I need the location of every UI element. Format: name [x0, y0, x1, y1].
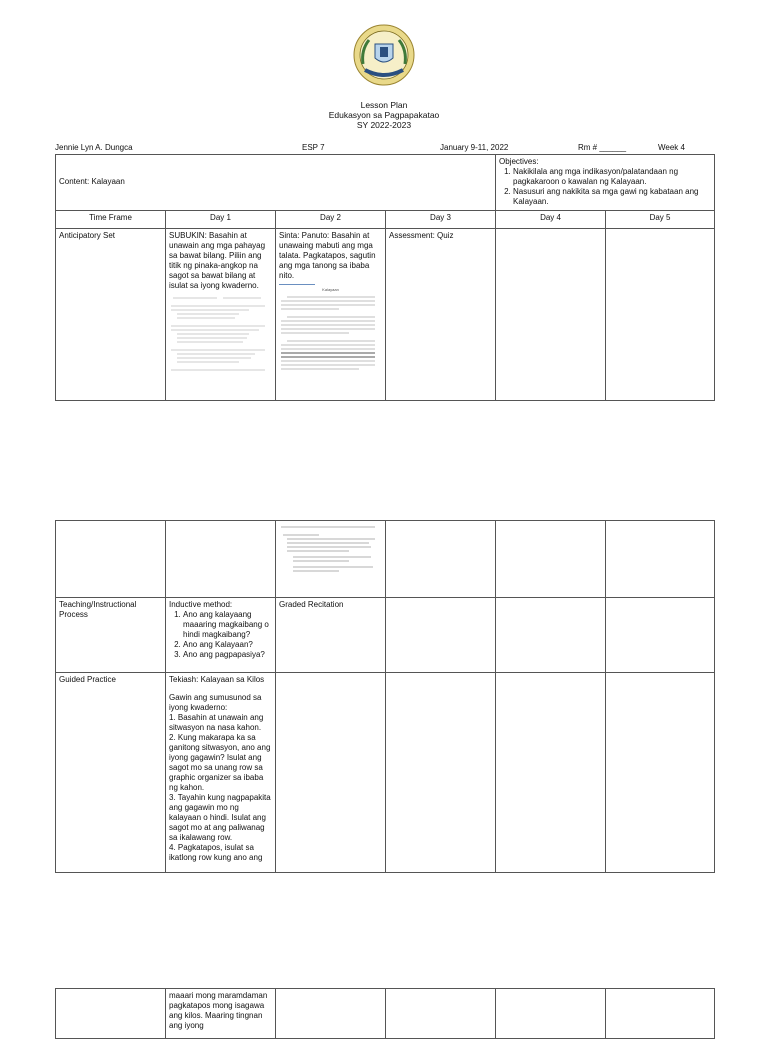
content-label: Content: Kalayaan: [59, 176, 125, 186]
teaching-day1-intro: Inductive method:: [169, 600, 233, 609]
teaching-question: 3. Ano ang pagpapasiya?: [183, 650, 272, 660]
anticipatory-day5: [606, 229, 715, 401]
guided-day1-title: Tekiash: Kalayaan sa Kilos: [169, 675, 265, 684]
anticipatory-day3: Assessment: Quiz: [386, 229, 496, 401]
school-seal-logo: [353, 24, 415, 86]
week-label: Week 4: [658, 143, 685, 152]
anticipatory-day1: [166, 229, 276, 401]
row-label-guided: Guided Practice: [56, 673, 166, 873]
continued-day2: [276, 521, 386, 598]
teaching-question: 2. Ano ang Kalayaan?: [183, 640, 272, 650]
content-cell: [56, 155, 496, 211]
lesson-plan-table-page2: [55, 520, 715, 873]
reading-page-thumbnail: [279, 295, 379, 375]
page3-day2: [276, 989, 386, 1039]
anticipatory-day2-text: Sinta: Panuto: Basahin at unawaing mabuti ang mga talata. Pagkatapos, sagutin ang mga tanong sa ibaba nito.: [279, 231, 376, 280]
reading-title: Kalayaan: [322, 287, 339, 292]
page3-day5: [606, 989, 715, 1039]
continued-day3: [386, 521, 496, 598]
subject-code: ESP 7: [302, 143, 325, 152]
lesson-plan-table-page3: [55, 988, 715, 1039]
room-number: Rm # ______: [578, 143, 627, 152]
page3-day3: [386, 989, 496, 1039]
row-label-teaching: Teaching/Instructional Process: [56, 598, 166, 673]
column-header: Day 5: [606, 211, 715, 229]
guided-day4: [496, 673, 606, 873]
page3-label: [56, 989, 166, 1039]
page3-day1: maaari mong maramdaman pagkatapos mong isagawa ang kilos. Maaring tingnan ang iyong: [166, 989, 276, 1039]
teaching-day1: [166, 598, 276, 673]
continued-day1: [166, 521, 276, 598]
anticipatory-day4: [496, 229, 606, 401]
teaching-day3: [386, 598, 496, 673]
guided-day2: [276, 673, 386, 873]
divider: [279, 284, 315, 285]
row-label-anticipatory: Anticipatory Set: [56, 229, 166, 401]
continued-label: [56, 521, 166, 598]
objectives-cell: [496, 155, 715, 211]
teaching-day4: [496, 598, 606, 673]
teacher-name: Jennie Lyn A. Dungca: [55, 143, 133, 152]
continued-day4: [496, 521, 606, 598]
objectives-label: Objectives:: [499, 157, 539, 166]
lesson-plan-table-page1: [55, 154, 715, 401]
reading-continued-thumbnail: [279, 523, 379, 583]
teaching-day2: Graded Recitation: [276, 598, 386, 673]
doc-subject-full: Edukasyon sa Pagpapakatao: [328, 110, 440, 120]
continued-day5: [606, 521, 715, 598]
anticipatory-day1-text: SUBUKIN: Basahin at unawain ang mga pahayag sa bawat bilang. Piliin ang titik ng pinaka-angkop na sagot sa bawat bilang at isulat sa iyong kwaderno.: [169, 231, 266, 290]
objective-item: 2. Nasusuri ang nakikita sa mga gawi ng kabataan ang Kalayaan.: [513, 187, 711, 207]
teaching-day5: [606, 598, 715, 673]
doc-title: Lesson Plan: [360, 100, 408, 110]
guided-day5: [606, 673, 715, 873]
guided-day1: [166, 673, 276, 873]
page3-day4: [496, 989, 606, 1039]
objective-item: 1. Nakikilala ang mga indikasyon/palatandaan ng pagkakaroon o kawalan ng Kalayaan.: [513, 167, 711, 187]
date-range: January 9-11, 2022: [440, 143, 509, 152]
column-header: Day 4: [496, 211, 606, 229]
teaching-question: 1. Ano ang kalayaang maaaring magkaibang o hindi magkaibang?: [183, 610, 272, 640]
guided-day3: [386, 673, 496, 873]
doc-school-year: SY 2022-2023: [356, 120, 412, 130]
column-header: Day 2: [276, 211, 386, 229]
column-header: Time Frame: [56, 211, 166, 229]
column-header: Day 1: [166, 211, 276, 229]
anticipatory-day2: [276, 229, 386, 401]
guided-day1-body: Gawin ang sumusunod sa iyong kwaderno: 1. Basahin at unawain ang sitwasyon na nasa kahon. 2. Kung makarapa ka sa ganitong sitwasyon, ano ang iyong gagawin? Isulat ang sagot mo sa unang row sa graphic organizer sa ibaba ng kahon. 3. Tayahin kung nagpapakita ang gagawin mo ng kalayaan o hindi. Isulat ang sagot mo at ang paliwanag sa ikalawang row. 4. Pagkatapos, isulat sa ikatlong row kung ano ang: [169, 693, 271, 862]
quiz-page-thumbnail: [169, 294, 269, 374]
column-header: Day 3: [386, 211, 496, 229]
